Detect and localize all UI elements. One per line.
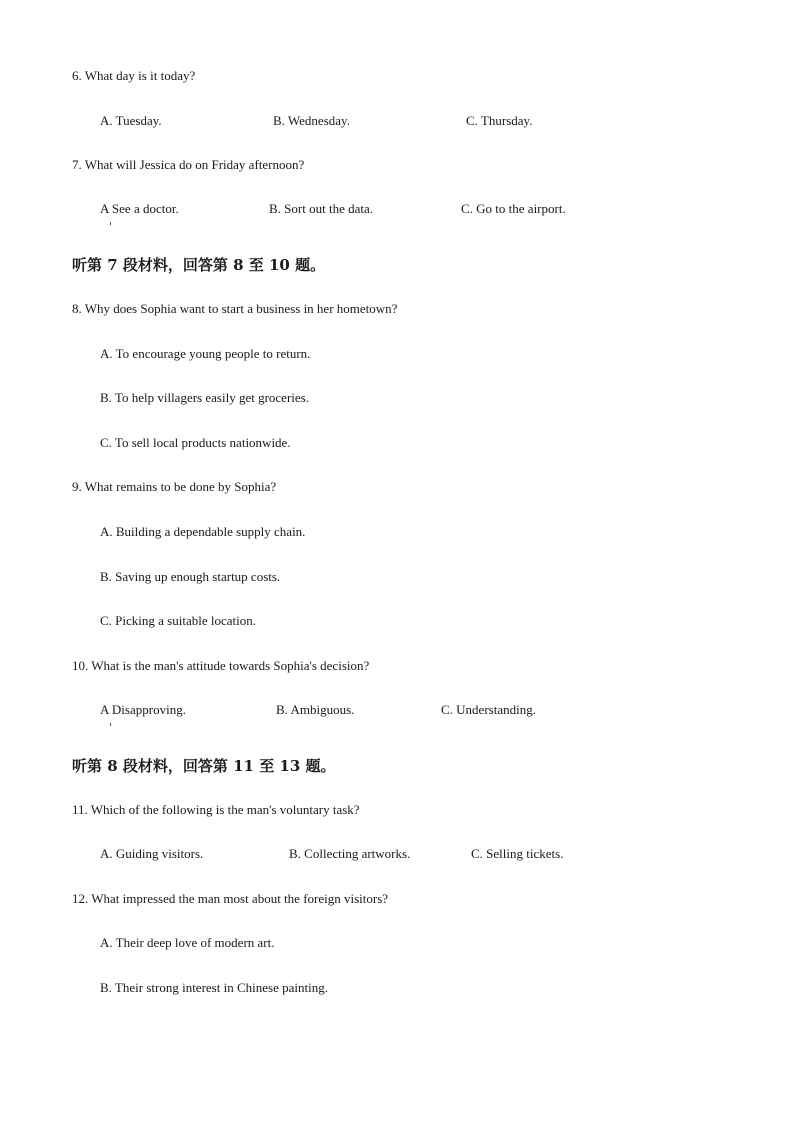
q7-option-a: A See a doctor. [100,201,179,216]
q6-option-c: C. Thursday. [466,113,533,128]
q7-option-c: C. Go to the airport. [461,201,566,216]
question-8: 8. Why does Sophia want to start a business in her hometown? [72,301,398,316]
question-9: 9. What remains to be done by Sophia? [72,479,277,494]
q11-option-c: C. Selling tickets. [471,846,564,861]
q11-option-b: B. Collecting artworks. [289,846,411,861]
question-12: 12. What impressed the man most about the foreign visitors? [72,891,389,906]
q9-option-b: B. Saving up enough startup costs. [100,569,281,584]
question-11: 11. Which of the following is the man's voluntary task? [72,802,360,817]
q12-option-a: A. Their deep love of modern art. [100,935,275,950]
q9-option-c: C. Picking a suitable location. [100,613,256,628]
question-7: 7. What will Jessica do on Friday afternoon? [72,157,305,172]
question-10: 10. What is the man's attitude towards Sophia's decision? [72,658,370,673]
section-heading-8: 听第 8 段材料，回答第 11 至 13 题。 [72,757,336,775]
q6-option-a: A. Tuesday. [100,113,162,128]
q11-option-a: A. Guiding visitors. [100,846,204,861]
q8-option-a: A. To encourage young people to return. [100,346,311,361]
section-heading-7: 听第 7 段材料，回答第 8 至 10 题。 [72,256,326,274]
q10-option-b: B. Ambiguous. [276,702,355,717]
q7-option-b: B. Sort out the data. [269,201,373,216]
q12-option-b: B. Their strong interest in Chinese painting. [100,980,328,995]
q8-option-b: B. To help villagers easily get groceries. [100,390,309,405]
q8-option-c: C. To sell local products nationwide. [100,435,291,450]
q10-option-c: C. Understanding. [441,702,536,717]
stray-mark [110,222,111,225]
question-6: 6. What day is it today? [72,68,196,83]
q9-option-a: A. Building a dependable supply chain. [100,524,306,539]
stray-mark [110,723,111,726]
q10-option-a: A Disapproving. [100,702,186,717]
q6-option-b: B. Wednesday. [273,113,350,128]
